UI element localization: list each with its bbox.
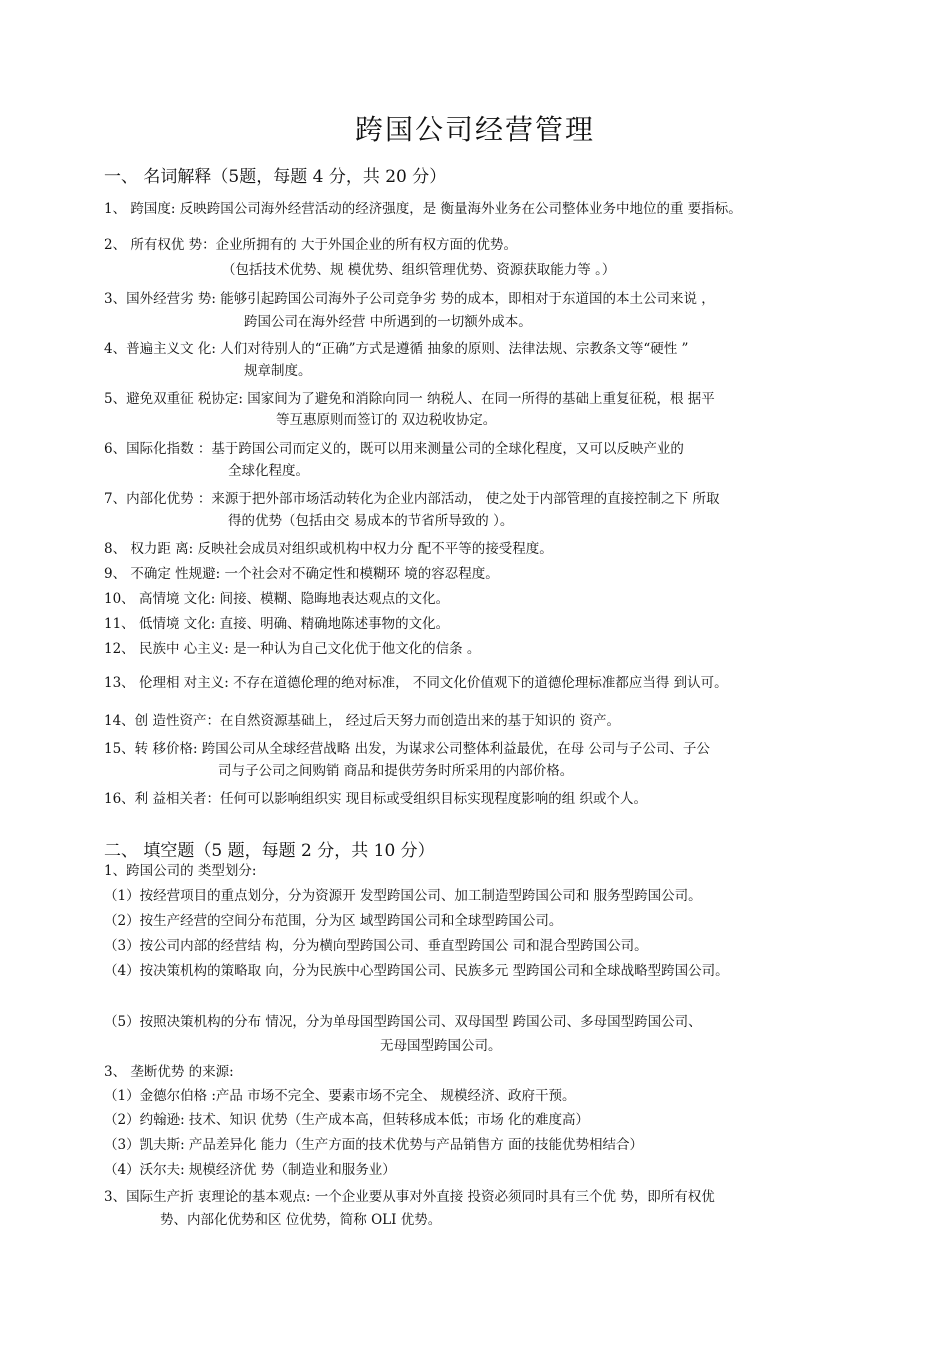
fill-item: （2）按生产经营的空间分布范围，分为区 域型跨国公司和全球型跨国公司。 <box>104 913 563 929</box>
term-3-cont: 跨国公司在海外经营 中所遇到的一切额外成本。 <box>244 314 532 330</box>
term-6-cont: 全球化程度。 <box>228 463 309 479</box>
document-title: 跨国公司经营管理 <box>354 113 595 146</box>
section-2-heading: 二、 填空题（5 题，每题 2 分，共 10 分） <box>104 841 435 861</box>
term-8: 8、 权力距 离: 反映社会成员对组织或机构中权力分 配不平等的接受程度。 <box>104 541 553 557</box>
term-10: 10、 高情境 文化: 间接、模糊、隐晦地表达观点的文化。 <box>104 591 450 607</box>
fill-item: （1）按经营项目的重点划分，分为资源开 发型跨国公司、加工制造型跨国公司和 服务型跨国公司。 <box>104 888 702 904</box>
term-15-cont: 司与子公司之间购销 商品和提供劳务时所采用的内部价格。 <box>218 763 574 779</box>
term-4: 4、普遍主义文 化: 人们对待别人的“正确”方式是遵循 抽象的原则、法律法规、宗教条文等“硬性 ” <box>104 341 689 357</box>
fill-item: 3、国际生产折 衷理论的基本观点: 一个企业要从事对外直接 投资必须同时具有三个优 势，即所有权优 <box>104 1189 715 1205</box>
term-14: 14、创 造性资产：在自然资源基础上， 经过后天努力而创造出来的基于知识的 资产。 <box>104 713 621 729</box>
term-12: 12、 民族中 心主义: 是一种认为自己文化优于他文化的信条 。 <box>104 641 481 657</box>
term-5-cont: 等互惠原则而签订的 双边税收协定。 <box>276 412 497 428</box>
fill-item-cont: 势、内部化优势和区 位优势，简称 OLI 优势。 <box>160 1212 442 1228</box>
term-7: 7、内部化优势 ：来源于把外部市场活动转化为企业内部活动， 使之处于内部管理的直接控制之下 所取 <box>104 491 720 507</box>
fill-item-cont: 无母国型跨国公司。 <box>380 1038 502 1054</box>
term-9: 9、 不确定 性规避: 一个社会对不确定性和模糊环 境的容忍程度。 <box>104 566 499 582</box>
term-3: 3、国外经营劣 势: 能够引起跨国公司海外子公司竞争劣 势的成本，即相对于东道国的本土公司来说 ， <box>104 291 715 307</box>
term-1: 1、 跨国度: 反映跨国公司海外经营活动的经济强度，是 衡量海外业务在公司整体业务中地位的重 要指标。 <box>104 201 742 217</box>
term-2: 2、 所有权优 势：企业所拥有的 大于外国企业的所有权方面的优势。 <box>104 237 517 253</box>
fill-item: （1）金德尔伯格 :产品 市场不完全、要素市场不完全、 规模经济、政府干预。 <box>104 1088 576 1104</box>
fill-item: （2）约翰逊: 技术、知识 优势（生产成本高，但转移成本低；市场 化的难度高） <box>104 1112 590 1128</box>
fill-item: （3）按公司内部的经营结 构，分为横向型跨国公司、垂直型跨国公 司和混合型跨国公司。 <box>104 938 648 954</box>
term-6: 6、国际化指数 ：基于跨国公司而定义的，既可以用来测量公司的全球化程度，又可以反映产业的 <box>104 441 684 457</box>
term-4-cont: 规章制度。 <box>244 363 312 379</box>
fill-item: 3、 垄断优势 的来源: <box>104 1064 234 1080</box>
term-5: 5、避免双重征 税协定: 国家间为了避免和消除向同一 纳税人、在同一所得的基础上重复征税，根 据平 <box>104 391 715 407</box>
term-13: 13、 伦理相 对主义: 不存在道德伦理的绝对标准， 不同文化价值观下的道德伦理标准都应当得 到认可。 <box>104 675 728 691</box>
term-7-cont: 得的优势（包括由交 易成本的节省所导致的 ）。 <box>228 513 514 529</box>
fill-item: （3）凯夫斯: 产品差异化 能力（生产方面的技术优势与产品销售方 面的技能优势相结合） <box>104 1137 644 1153</box>
term-15: 15、转 移价格: 跨国公司从全球经营战略 出发，为谋求公司整体利益最优，在母 公司与子公司、子公 <box>104 741 710 757</box>
term-2-cont: （包括技术优势、规 模优势、组织管理优势、资源获取能力等 。） <box>222 262 616 278</box>
fill-item: 1、跨国公司的 类型划分: <box>104 863 257 879</box>
fill-item: （5）按照决策机构的分布 情况，分为单母国型跨国公司、双母国型 跨国公司、多母国型跨国公司、 <box>104 1014 702 1030</box>
term-11: 11、 低情境 文化: 直接、明确、精确地陈述事物的文化。 <box>104 616 450 632</box>
section-1-heading: 一、 名词解释（5题，每题 4 分，共 20 分） <box>104 167 447 187</box>
fill-item: （4）沃尔夫: 规模经济优 势（制造业和服务业） <box>104 1162 396 1178</box>
term-16: 16、利 益相关者：任何可以影响组织实 现目标或受组织目标实现程度影响的组 织或个人。 <box>104 791 648 807</box>
fill-item: （4）按决策机构的策略取 向，分为民族中心型跨国公司、民族多元 型跨国公司和全球战略型跨国公司。 <box>104 963 729 979</box>
